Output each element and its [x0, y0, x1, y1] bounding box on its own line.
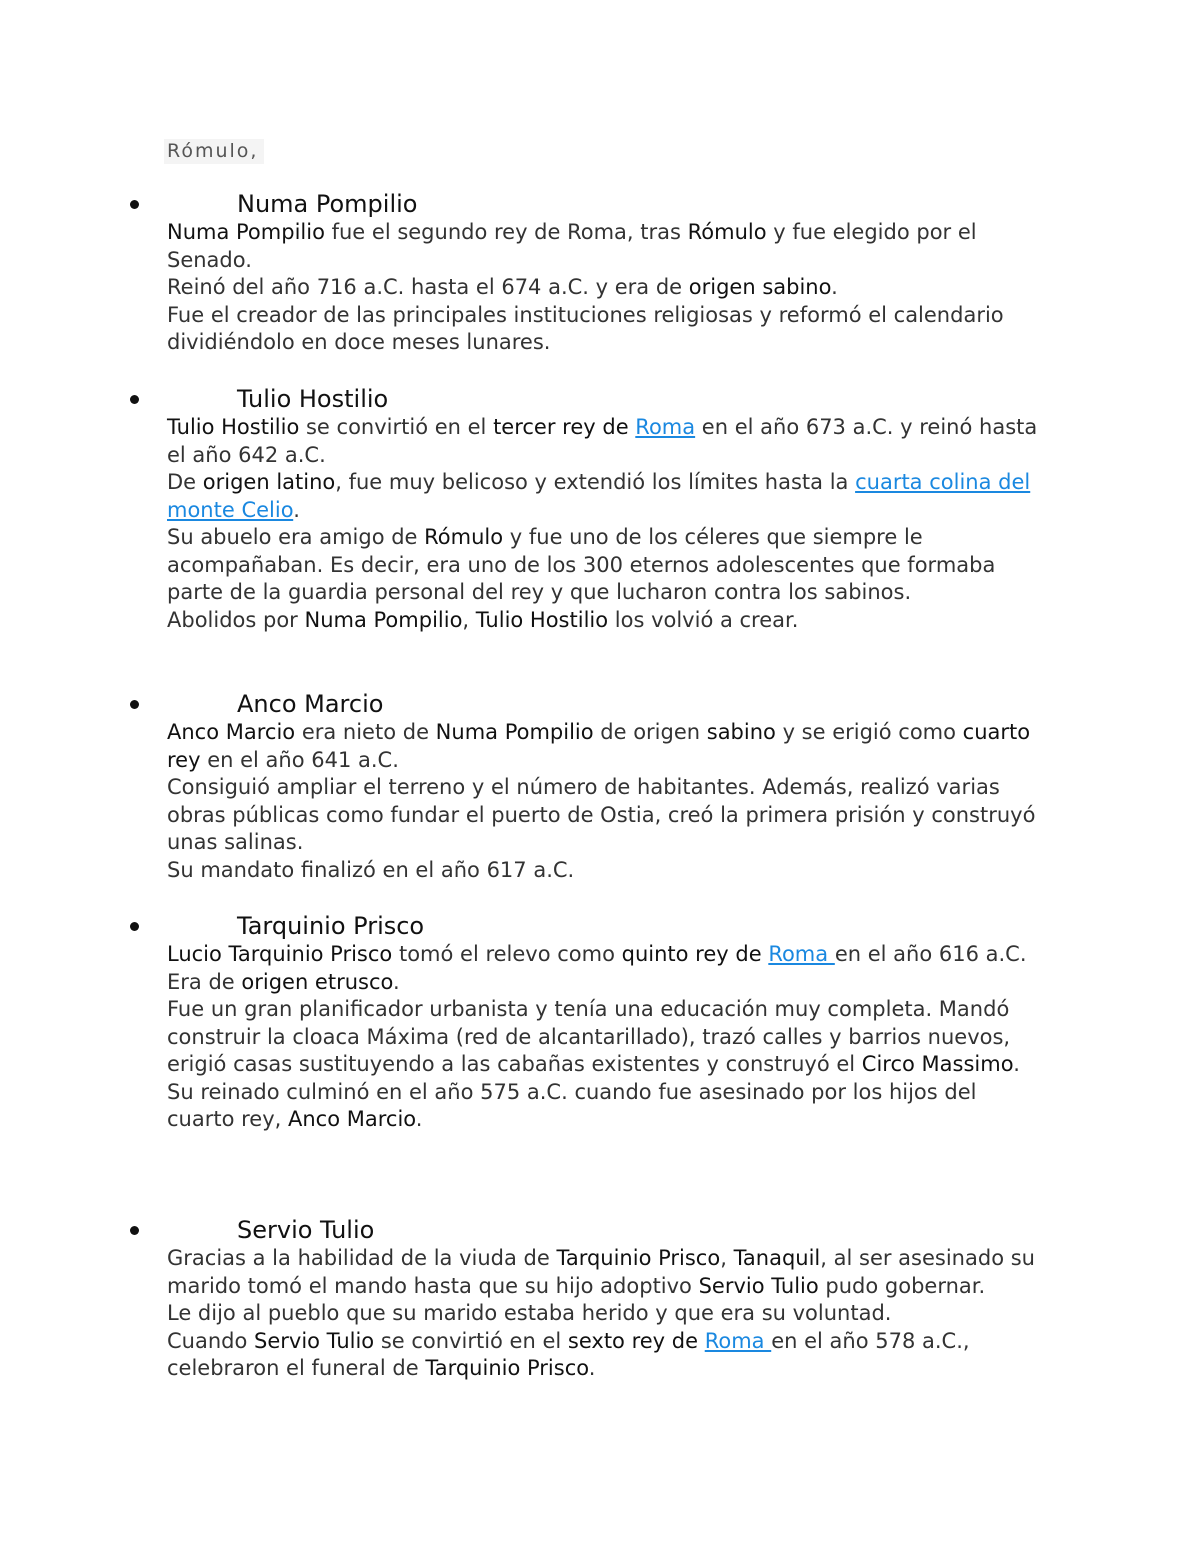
body-paragraph	[167, 719, 1047, 774]
emphasized-term: Numa Pompilio	[304, 607, 463, 632]
text-run: De	[167, 470, 203, 494]
emphasized-term: Numa Pompilio	[435, 720, 594, 744]
text-run	[698, 1329, 705, 1353]
text-run: Su reinado culminó en el año 575 a.C. cuando fue asesinado por los hijos del cuarto rey,	[167, 1079, 977, 1131]
text-run: .	[588, 1356, 596, 1380]
text-run: .	[1013, 1052, 1020, 1076]
body-paragraph	[167, 1245, 1047, 1300]
text-run: y se erigió como	[775, 720, 963, 744]
text-run: pudo gobernar.	[818, 1273, 986, 1298]
section-heading: Servio Tulio	[237, 1216, 375, 1244]
body-paragraph	[167, 219, 1047, 274]
emphasized-term: tercer rey de	[493, 415, 629, 439]
emphasized-term: Servio Tulio	[254, 1328, 375, 1353]
roma-link[interactable]: Roma	[704, 1328, 772, 1353]
emphasized-term: Anco Marcio	[288, 1107, 416, 1131]
body-paragraph	[167, 1328, 1047, 1383]
bullet-icon	[130, 200, 139, 209]
body-paragraph	[167, 1079, 1047, 1134]
emphasized-term: cuarto rey	[167, 720, 1031, 772]
section-body	[167, 1245, 1047, 1383]
text-run: se convirtió en el	[299, 415, 494, 439]
emphasized-term: origen etrusco	[241, 969, 393, 994]
section-body	[167, 719, 1047, 884]
text-run: y fue uno de los céleres que siempre le acompañaban. Es decir, era uno de los 300 eternos adolescentes que formaba parte de la guardia personal del rey y que lucharon contra los sabinos.	[167, 525, 996, 604]
text-run: Era de	[167, 969, 242, 994]
text-run: Abolidos por	[167, 607, 305, 632]
text-run: .	[415, 1107, 423, 1131]
text-run: en el año 616 a.C.	[834, 942, 1027, 966]
emphasized-term: Rómulo	[424, 525, 504, 549]
text-run: Reinó del año 716 a.C. hasta el 674 a.C. y era de	[167, 275, 689, 299]
roma-link[interactable]: Roma	[768, 942, 835, 966]
emphasized-term: Anco Marcio	[167, 720, 296, 744]
body-paragraph	[167, 996, 1047, 1079]
text-run: los volvió a crear.	[608, 607, 799, 632]
emphasized-term: Circo Massimo	[861, 1052, 1014, 1076]
text-run: Su mandato finalizó en el año 617 a.C.	[167, 857, 575, 882]
text-run: se convirtió en el	[374, 1328, 568, 1353]
text-run: Fue un gran planificador urbanista y tenía una educación muy completa. Mandó construir la cloaca Máxima (red de alcantarillado), trazó calles y barrios nuevos, erigió casas sustituyendo a las cabañas existentes y construyó el	[167, 997, 1011, 1076]
text-run: .	[393, 969, 400, 994]
emphasized-term: origen latino	[202, 470, 336, 494]
text-run: , fue muy belicoso y extendió los límites hasta la	[335, 470, 856, 494]
text-run: fue el segundo rey de Roma, tras	[324, 220, 688, 244]
emphasized-term: Rómulo	[687, 220, 767, 244]
text-run: en el año 673 a.C. y reinó hasta el año 642 a.C.	[167, 415, 1038, 467]
bullet-icon	[130, 700, 139, 709]
body-paragraph	[167, 941, 1047, 969]
section-heading: Numa Pompilio	[237, 190, 418, 218]
section-heading: Tulio Hostilio	[237, 385, 389, 413]
section-body	[167, 414, 1047, 634]
body-paragraph	[167, 414, 1047, 469]
text-run: Le dijo al pueblo que su marido estaba herido y que era su voluntad.	[167, 1301, 892, 1325]
bullet-icon	[130, 395, 139, 404]
text-run: , al ser asesinado su marido tomó el mando hasta que su hijo adoptivo	[167, 1246, 1035, 1298]
section-body	[167, 219, 1047, 357]
text-run: Fue el creador de las principales instituciones religiosas y reformó el calendario dividiéndolo en doce meses lunares.	[167, 302, 1004, 354]
emphasized-term: Tarquinio Prisco	[556, 1246, 721, 1270]
text-run: Su abuelo era amigo de	[167, 525, 425, 549]
text-run: .	[831, 275, 838, 299]
bullet-icon	[130, 922, 139, 931]
emphasized-term: Numa Pompilio	[167, 220, 325, 244]
emphasized-term: sexto rey de	[567, 1328, 699, 1353]
text-run: en el año 641 a.C.	[200, 747, 399, 772]
text-run: de origen	[593, 720, 707, 744]
emphasized-term: Tarquinio Prisco	[425, 1356, 589, 1380]
emphasized-term: Tulio Hostilio	[475, 607, 609, 632]
text-run: tomó el relevo como	[392, 942, 622, 966]
body-paragraph	[167, 857, 1047, 885]
section-heading: Tarquinio Prisco	[237, 912, 425, 940]
emphasized-term: sabino	[706, 720, 776, 744]
emphasized-term: Lucio Tarquinio Prisco	[167, 942, 393, 966]
section-body	[167, 941, 1047, 1134]
text-run: Gracias a la habilidad de la viuda de	[167, 1246, 557, 1270]
emphasized-term: quinto rey de	[621, 942, 762, 966]
text-run: y fue elegido por el Senado.	[167, 220, 977, 272]
text-run: ,	[720, 1246, 734, 1270]
intro-text: Rómulo,	[164, 139, 264, 164]
emphasized-term: origen sabino	[688, 275, 832, 299]
bullet-icon	[130, 1226, 139, 1235]
text-run: .	[293, 497, 300, 522]
emphasized-term: Tanaquil	[733, 1246, 821, 1270]
emphasized-term: Servio Tulio	[698, 1273, 819, 1298]
roma-link[interactable]: Roma	[635, 415, 696, 439]
text-run: ,	[462, 607, 476, 632]
body-paragraph	[167, 274, 1047, 302]
body-paragraph	[167, 607, 1047, 635]
body-paragraph	[167, 774, 1047, 857]
body-paragraph	[167, 302, 1047, 357]
body-paragraph	[167, 1300, 1047, 1328]
text-run: era nieto de	[295, 720, 436, 744]
text-run: en el año 578 a.C., celebraron el funeral de	[167, 1328, 970, 1380]
body-paragraph	[167, 969, 1047, 997]
emphasized-term: Tulio Hostilio	[167, 415, 300, 439]
section-heading: Anco Marcio	[237, 690, 384, 718]
body-paragraph	[167, 524, 1047, 607]
roma-link[interactable]: cuarta colina del monte Celio	[167, 470, 1031, 522]
text-run: Consiguió ampliar el terreno y el número de habitantes. Además, realizó varias obras públicas como fundar el puerto de Ostia, creó la primera prisión y construyó unas salinas.	[167, 775, 1036, 854]
body-paragraph	[167, 469, 1047, 524]
text-run: Cuando	[167, 1328, 255, 1353]
